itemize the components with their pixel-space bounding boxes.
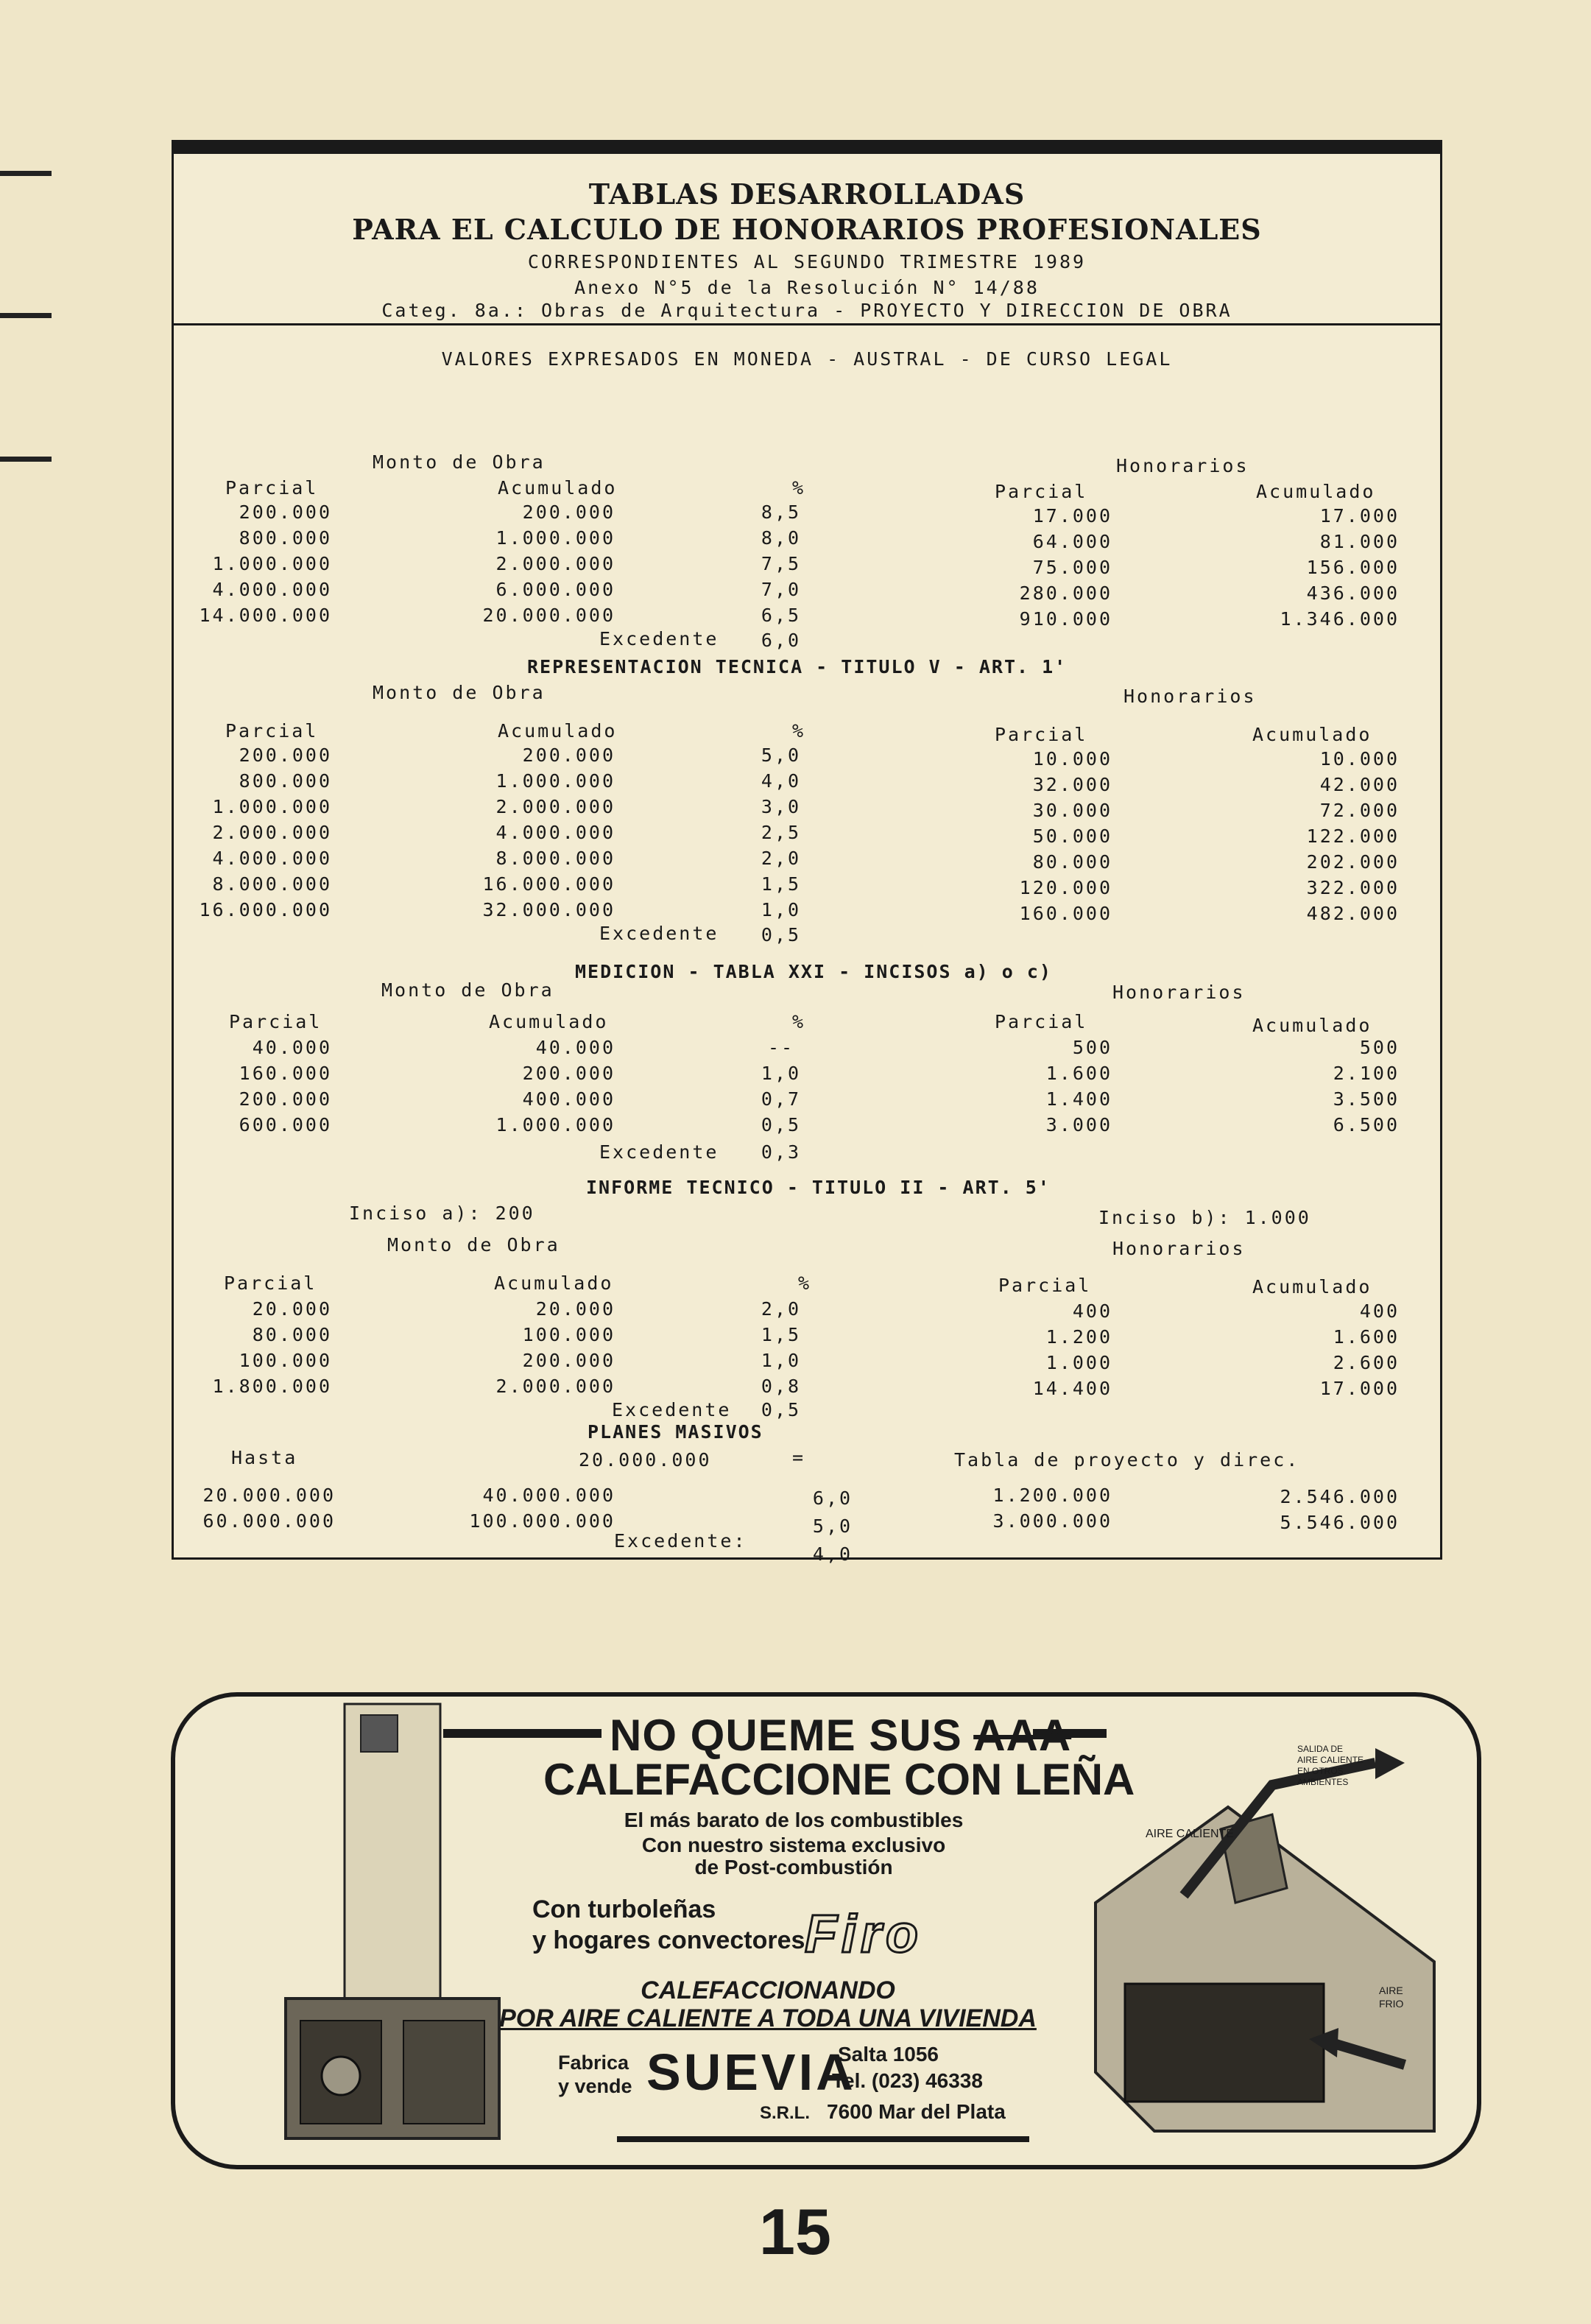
cell: 500 [1072, 1037, 1112, 1058]
ad-headline-2: CALEFACCIONE CON LEÑA [543, 1755, 1135, 1804]
cell: 72.000 [1319, 800, 1400, 821]
percent-header: % [792, 720, 806, 742]
monto-obra-label: Monto de Obra [373, 682, 546, 703]
cell: 8.000.000 [495, 848, 615, 869]
cell: 100.000 [522, 1324, 615, 1345]
cell: 40.000 [535, 1037, 615, 1058]
acumulado-header: Acumulado [498, 477, 618, 499]
hon-parcial-header: Parcial [995, 481, 1088, 502]
cell: 160.000 [1019, 903, 1112, 924]
obra-acumulado-column [417, 742, 615, 923]
cell: 10.000 [1032, 748, 1112, 770]
acumulado-header: Acumulado [489, 1011, 609, 1032]
section-title-planes: PLANES MASIVOS [588, 1421, 763, 1443]
cell: 4,0 [812, 1543, 853, 1565]
excedente-value: 0,3 [761, 1141, 802, 1163]
trimester-line: CORRESPONDIENTES AL SEGUNDO TRIMESTRE 1989 [527, 251, 1087, 272]
cell: 8,0 [761, 527, 802, 549]
cell: 4.000.000 [495, 822, 615, 843]
cell: 17.000 [1032, 505, 1112, 527]
struck-text: AAA [973, 1711, 1072, 1760]
cell: 910.000 [1019, 608, 1112, 630]
obra-acumulado-column [417, 1035, 615, 1138]
ad-srl: S.R.L. [760, 2103, 811, 2123]
excedente-label: Excedente: [614, 1530, 747, 1552]
hon-parcial-header: Parcial [998, 1275, 1092, 1296]
section-title-medicion: MEDICION - TABLA XXI - INCISOS a) o c) [575, 961, 1052, 982]
cell: 200.000 [239, 744, 332, 766]
obra-acumulado-column [417, 1296, 615, 1399]
cell: 0,5 [761, 1114, 802, 1135]
percent-column [741, 499, 822, 628]
cell: 156.000 [1306, 557, 1400, 578]
acumulado-header: Acumulado [498, 720, 618, 742]
cell: 2.600 [1333, 1352, 1400, 1373]
cell: 5,0 [761, 744, 802, 766]
label-text: FRIO [1379, 1998, 1404, 2010]
ad-slogan-1: CALEFACCIONANDO [641, 1976, 895, 2004]
parcial-header: Parcial [229, 1011, 322, 1032]
cell: 2.000.000 [212, 822, 332, 843]
cell: 50.000 [1032, 825, 1112, 847]
cell: 7,5 [761, 553, 802, 574]
label-text: AIRE CALIENTE [1297, 1755, 1364, 1765]
cell: 400 [1359, 1300, 1400, 1322]
cell: 7,0 [761, 579, 802, 600]
resolution-line: Anexo N°5 de la Resolución N° 14/88 [574, 277, 1040, 298]
inciso-b: Inciso b): 1.000 [1098, 1207, 1311, 1228]
ad-address-1: Salta 1056 [838, 2043, 939, 2066]
inciso-a: Inciso a): 200 [349, 1203, 535, 1224]
cell: 436.000 [1306, 582, 1400, 604]
hon-acumulado-column [1234, 503, 1400, 632]
cell: 6.000.000 [495, 579, 615, 600]
cell: 8.000.000 [212, 873, 332, 895]
cell: 1,0 [761, 899, 802, 920]
cell: 202.000 [1306, 851, 1400, 873]
hasta-value: 20.000.000 [579, 1449, 712, 1471]
page-subtitle: PARA EL CALCULO DE HONORARIOS PROFESIONALES [352, 213, 1262, 246]
cell: 100.000.000 [469, 1510, 615, 1532]
cell: 200.000 [522, 1350, 615, 1371]
equals-sign: = [792, 1447, 806, 1468]
hon-parcial-column [984, 1035, 1112, 1138]
cell: 81.000 [1319, 531, 1400, 552]
section-title-informe: INFORME TECNICO - TITULO II - ART. 5' [586, 1177, 1051, 1198]
diagram-label-aire-frio [1379, 1984, 1403, 2010]
excedente-value: 6,0 [761, 630, 802, 651]
cell: 1,0 [761, 1350, 802, 1371]
percent-column [800, 1485, 866, 1568]
ad-line-1: El más barato de los combustibles [624, 1809, 964, 1831]
parcial-header: Parcial [224, 1272, 317, 1294]
cell: 20.000.000 [202, 1485, 336, 1506]
cell: 1.000.000 [495, 1114, 615, 1135]
honorarios-label: Honorarios [1112, 982, 1246, 1003]
cell: 1,5 [761, 1324, 802, 1345]
edge-mark [0, 171, 52, 176]
cell: 20.000 [535, 1298, 615, 1320]
cell: 100.000 [239, 1350, 332, 1371]
obra-acumulado-column [417, 1482, 615, 1534]
hon-parcial-header: Parcial [995, 1011, 1088, 1032]
monto-obra-label: Monto de Obra [381, 979, 554, 1001]
cell: 40.000.000 [482, 1485, 615, 1506]
hon-parcial-column [984, 503, 1112, 632]
cell: 4.000.000 [212, 579, 332, 600]
label-text: AIRE [1379, 1985, 1403, 1996]
cell: 20.000 [252, 1298, 332, 1320]
ad-slogan-2: POR AIRE CALIENTE A TODA UNA VIVIENDA [499, 2004, 1037, 2032]
ad-address-2: Tel. (023) 46338 [832, 2069, 983, 2092]
cell: 14.000.000 [199, 605, 332, 626]
cell: 2.000.000 [495, 553, 615, 574]
cell: 17.000 [1319, 1378, 1400, 1399]
diagram-label-salida [1297, 1744, 1364, 1788]
stove-illustration [234, 1675, 565, 2146]
cell: 6,5 [761, 605, 802, 626]
firo-logo: Firo [805, 1905, 923, 1964]
divider [174, 323, 1440, 325]
ad-headline-1 [610, 1710, 1071, 1761]
currency-line: VALORES EXPRESADOS EN MONEDA - AUSTRAL - DE CURSO LEGAL [441, 348, 1173, 370]
cell: 60.000.000 [202, 1510, 336, 1532]
cell: 6,0 [812, 1487, 853, 1509]
cell: 16.000.000 [199, 899, 332, 920]
cell: 1,5 [761, 873, 802, 895]
cell: 2.546.000 [1280, 1486, 1400, 1507]
ad-fabrica: Fabrica [558, 2052, 629, 2074]
cell: 4,0 [761, 770, 802, 792]
category-line: Categ. 8a.: Obras de Arquitectura - PROYECTO Y DIRECCION DE OBRA [381, 300, 1232, 321]
label-text: SALIDA DE [1297, 1744, 1344, 1754]
hasta-label: Hasta [231, 1447, 298, 1468]
obra-parcial-column [181, 1296, 332, 1399]
excedente-label: Excedente [612, 1399, 732, 1420]
obra-parcial-column [181, 499, 332, 628]
cell: 800.000 [239, 770, 332, 792]
cell: 14.400 [1032, 1378, 1112, 1399]
label-text: EN OTROS [1297, 1766, 1344, 1776]
cell: 4.000.000 [212, 848, 332, 869]
cell: 280.000 [1019, 582, 1112, 604]
cell: 160.000 [239, 1063, 332, 1084]
cell: 6.500 [1333, 1114, 1400, 1135]
cell: 30.000 [1032, 800, 1112, 821]
percent-header: % [798, 1272, 812, 1294]
hon-parcial-column [921, 1482, 1112, 1534]
cell: 80.000 [1032, 851, 1112, 873]
cell: 1.600 [1045, 1063, 1112, 1084]
hon-acumulado-column [1234, 1035, 1400, 1138]
tabla-label: Tabla de proyecto y direc. [954, 1449, 1300, 1471]
excedente-label: Excedente [599, 923, 719, 944]
cell: 2.100 [1333, 1063, 1400, 1084]
cell: 120.000 [1019, 877, 1112, 898]
cell: 64.000 [1032, 531, 1112, 552]
percent-header: % [792, 477, 806, 499]
cell: 1.200 [1045, 1326, 1112, 1348]
cell: 500 [1359, 1037, 1400, 1058]
monto-obra-label: Monto de Obra [373, 451, 546, 473]
cell: 3.000.000 [992, 1510, 1112, 1532]
cell: 1.346.000 [1280, 608, 1400, 630]
fireplace-diagram [1051, 1719, 1464, 2146]
cell: 8,5 [761, 501, 802, 523]
cell: 122.000 [1306, 825, 1400, 847]
cell: 2.000.000 [495, 1376, 615, 1397]
hon-acumulado-column [1234, 1298, 1400, 1401]
cell: 42.000 [1319, 774, 1400, 795]
ad-line-3: de Post-combustión [694, 1856, 893, 1878]
cell: 322.000 [1306, 877, 1400, 898]
honorarios-label: Honorarios [1112, 1238, 1246, 1259]
ad-line-5: y hogares convectores [532, 1926, 805, 1954]
cell: 400.000 [522, 1088, 615, 1110]
section-title-representacion: REPRESENTACION TECNICA - TITULO V - ART. 1' [527, 656, 1068, 677]
parcial-header: Parcial [225, 720, 319, 742]
cell: 482.000 [1306, 903, 1400, 924]
cell: 80.000 [252, 1324, 332, 1345]
hon-acumulado-header: Acumulado [1256, 481, 1376, 502]
cell: 1.000.000 [495, 527, 615, 549]
cell: 1.000.000 [495, 770, 615, 792]
cell: 5.546.000 [1280, 1512, 1400, 1533]
cell: 200.000 [239, 1088, 332, 1110]
cell: 1.400 [1045, 1088, 1112, 1110]
cell: 600.000 [239, 1114, 332, 1135]
cell: 16.000.000 [482, 873, 615, 895]
cell: 2,0 [761, 848, 802, 869]
cell: -- [767, 1037, 795, 1058]
hon-acumulado-column [1234, 746, 1400, 926]
heating-advertisement [171, 1692, 1481, 2169]
page-title: TABLAS DESARROLLADAS [588, 177, 1026, 211]
cell: 800.000 [239, 527, 332, 549]
excedente-label: Excedente [599, 1141, 719, 1163]
headline-rule [443, 1729, 602, 1738]
suevia-logo: SUEVIA [646, 2043, 856, 2101]
cell: 3,0 [761, 796, 802, 817]
cell: 17.000 [1319, 505, 1400, 527]
obra-parcial-column [181, 1035, 332, 1138]
cell: 200.000 [522, 501, 615, 523]
obra-acumulado-column [417, 499, 615, 628]
cell: 200.000 [522, 744, 615, 766]
obra-parcial-column [159, 1482, 336, 1534]
ad-line-4: Con turboleñas [532, 1895, 716, 1923]
percent-column [741, 742, 822, 923]
cell: 2,0 [761, 1298, 802, 1320]
diagram-label-aire-caliente: AIRE CALIENTE [1146, 1828, 1235, 1840]
acumulado-header: Acumulado [494, 1272, 614, 1294]
hon-acumulado-header: Acumulado [1252, 724, 1372, 745]
headline-text: NO QUEME SUS [610, 1711, 962, 1760]
cell: 2,5 [761, 822, 802, 843]
cell: 20.000.000 [482, 605, 615, 626]
obra-parcial-column [181, 742, 332, 923]
cell: 40.000 [252, 1037, 332, 1058]
cell: 3.500 [1333, 1088, 1400, 1110]
cell: 200.000 [522, 1063, 615, 1084]
hon-parcial-column [984, 746, 1112, 926]
cell: 5,0 [812, 1515, 853, 1537]
cell: 1.000.000 [212, 796, 332, 817]
cell: 0,8 [761, 1376, 802, 1397]
parcial-header: Parcial [225, 477, 319, 499]
cell: 3.000 [1045, 1114, 1112, 1135]
bottom-rule [617, 2136, 1029, 2142]
page-number: 15 [759, 2195, 831, 2268]
percent-column [741, 1035, 822, 1138]
excedente-value: 0,5 [761, 1399, 802, 1420]
cell: 1.200.000 [992, 1485, 1112, 1506]
monto-obra-label: Monto de Obra [387, 1234, 560, 1256]
cell: 400 [1072, 1300, 1112, 1322]
top-band [174, 142, 1440, 154]
cell: 32.000.000 [482, 899, 615, 920]
fee-tables-box [172, 140, 1442, 1565]
ad-vende: y vende [558, 2075, 632, 2097]
excedente-value: 0,5 [761, 924, 802, 946]
hon-parcial-column [984, 1298, 1112, 1401]
cell: 1.000.000 [212, 553, 332, 574]
honorarios-label: Honorarios [1116, 455, 1249, 476]
hon-acumulado-header: Acumulado [1252, 1276, 1372, 1297]
honorarios-label: Honorarios [1123, 686, 1257, 707]
hon-acumulado-column [1219, 1484, 1400, 1535]
cell: 2.000.000 [495, 796, 615, 817]
cell: 200.000 [239, 501, 332, 523]
edge-mark [0, 457, 52, 462]
hon-acumulado-header: Acumulado [1252, 1015, 1372, 1036]
cell: 0,7 [761, 1088, 802, 1110]
cell: 1.000 [1045, 1352, 1112, 1373]
percent-column [741, 1296, 822, 1399]
cell: 1,0 [761, 1063, 802, 1084]
ad-address-3: 7600 Mar del Plata [827, 2100, 1006, 2123]
cell: 10.000 [1319, 748, 1400, 770]
cell: 1.800.000 [212, 1376, 332, 1397]
percent-header: % [792, 1011, 806, 1032]
label-text: AMBIENTES [1297, 1777, 1349, 1787]
cell: 1.600 [1333, 1326, 1400, 1348]
excedente-label: Excedente [599, 628, 719, 649]
hon-parcial-header: Parcial [995, 724, 1088, 745]
cell: 75.000 [1032, 557, 1112, 578]
cell: 32.000 [1032, 774, 1112, 795]
edge-mark [0, 313, 52, 318]
ad-line-2: Con nuestro sistema exclusivo [641, 1834, 946, 1856]
